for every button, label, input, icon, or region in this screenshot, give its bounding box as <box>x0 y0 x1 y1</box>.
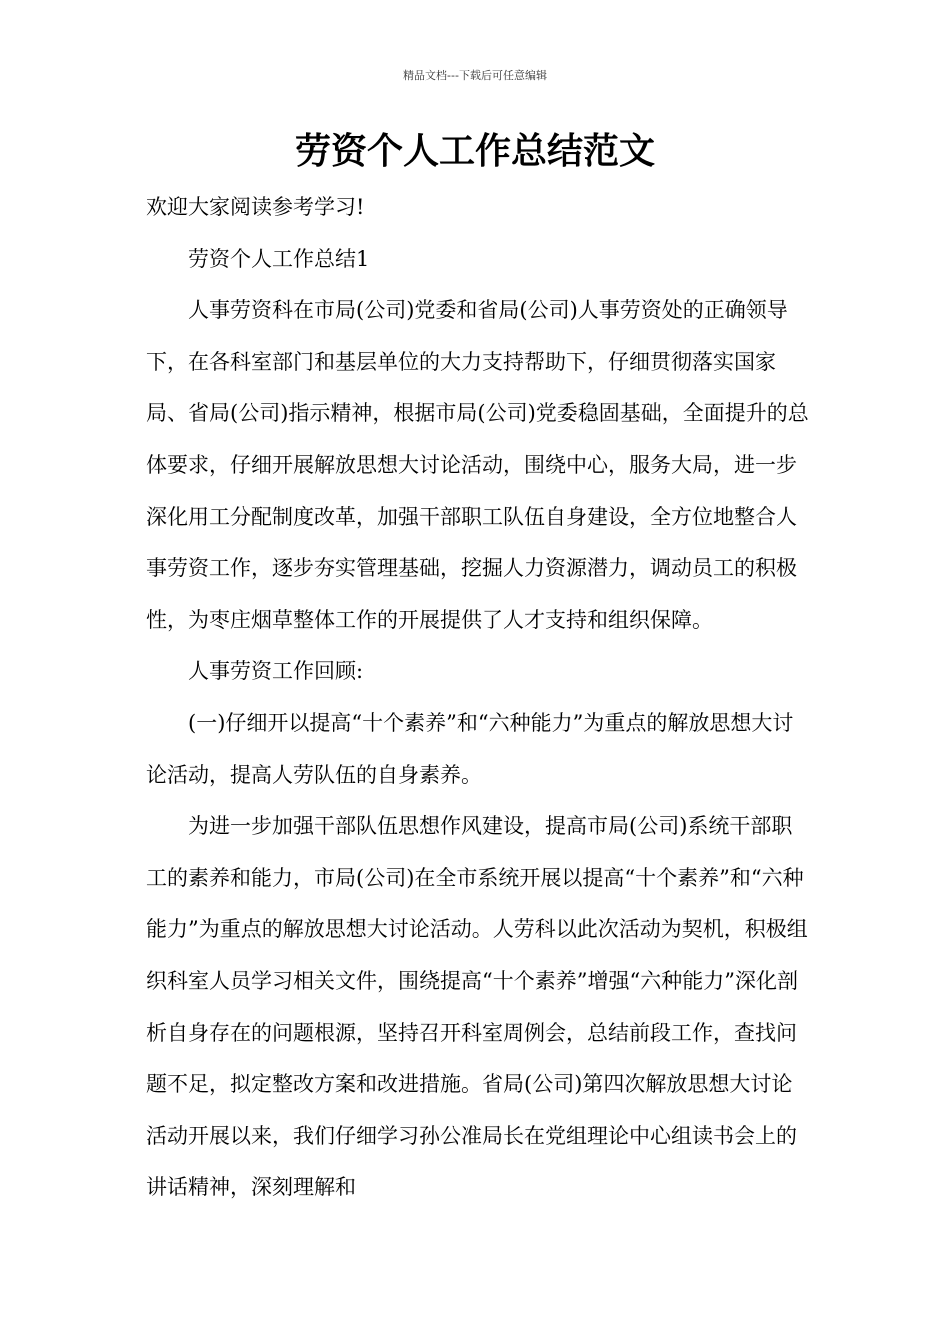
page-header: 精品文档---下载后可任意编辑 <box>403 69 547 82</box>
body-paragraph: 人事劳资科在市局(公司)党委和省局(公司)人事劳资处的正确领导下，在各科室部门和基层单位的大力支持帮助下，仔细贯彻落实国家局、省局(公司)指示精神，根据市局(公司)党委稳固基础，全面提升的总体要求，仔细开展解放思想大讨论活动，围绕中心，服务大局，进一步深化用工分配制度改革，加强干部职工队伍自身建设，全方位地整合人事劳资工作，逐步夯实管理基础，挖掘人力资源潜力，调动员工的积极性，为枣庄烟草整体工作的开展提供了人才支持和组织保障。 <box>146 298 809 632</box>
greeting-paragraph: 欢迎大家阅读参考学习! <box>146 195 365 219</box>
document-body <box>146 182 810 1214</box>
section-heading: 劳资个人工作总结1 <box>188 246 370 271</box>
body-paragraph: 为进一步加强干部队伍思想作风建设，提高市局(公司)系统干部职工的素养和能力，市局(公司)在全市系统开展以提高“十个素养”和“六种能力”为重点的解放思想大讨论活动。人劳科以此次活动为契机，积极组织科室人员学习相关文件，围绕提高“十个素养”增强“六种能力”深化剖析自身存在的问题根源，坚持召开科室周例会，总结前段工作，查找问题不足，拟定整改方案和改进措施。省局(公司)第四次解放思想大讨论活动开展以来，我们仔细学习孙公准局长在党组理论中心组读书会上的讲话精神，深刻理解和 <box>146 814 808 1200</box>
body-paragraph: (一)仔细开以提高“十个素养”和“六种能力”为重点的解放思想大讨论活动，提高人劳队伍的自身素养。 <box>146 710 794 787</box>
document-title: 劳资个人工作总结范文 <box>294 131 655 172</box>
subsection-heading: 人事劳资工作回顾: <box>188 659 364 684</box>
